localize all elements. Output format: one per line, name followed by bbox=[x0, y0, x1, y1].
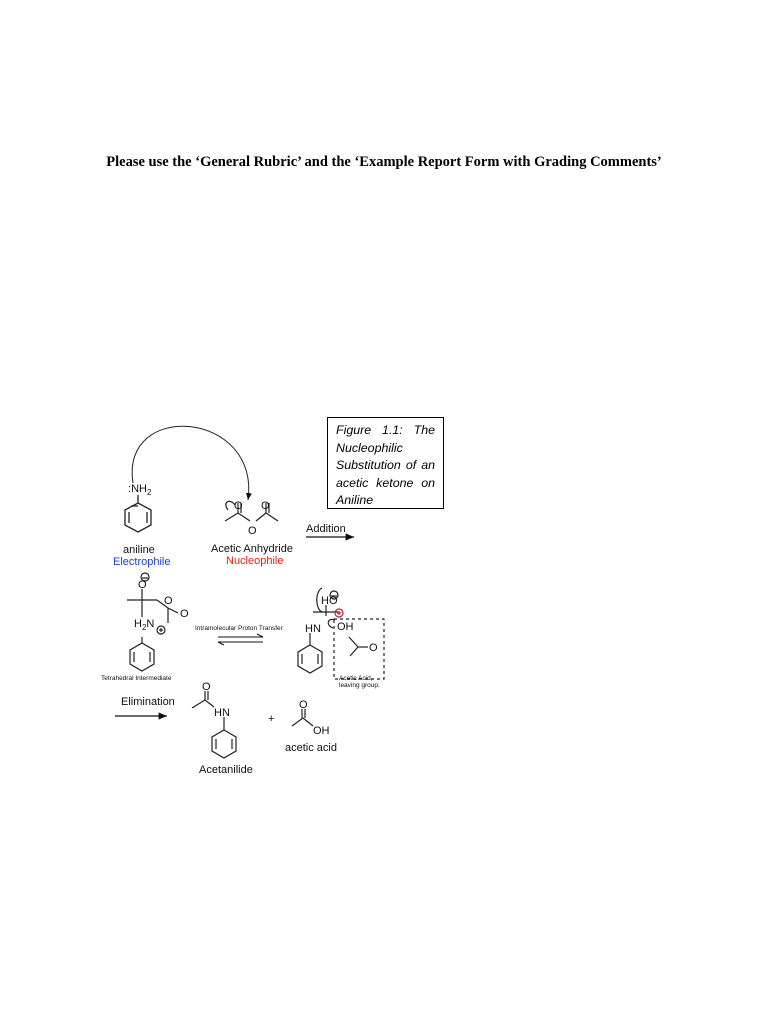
int-o-3: O bbox=[180, 608, 189, 620]
acetanilide-label: Acetanilide bbox=[199, 764, 253, 776]
acetic-acid-molecule bbox=[292, 709, 313, 726]
leaving-group-label-1: Acetic Acid, bbox=[339, 675, 373, 682]
hn-label-1: HN bbox=[305, 623, 321, 635]
elimination-label: Elimination bbox=[121, 696, 175, 708]
h2n-label: $H_2N$ bbox=[134, 618, 155, 632]
hn-label-2: HN bbox=[214, 707, 230, 719]
intermediate-label: Tetrahedral Intermediate bbox=[101, 675, 172, 682]
leaving-group-label-2: leaving group. bbox=[339, 682, 380, 689]
aniline-molecule bbox=[125, 495, 151, 532]
int-o-1: O bbox=[138, 579, 147, 591]
oh-label-1: OH bbox=[337, 621, 354, 633]
anhydride-label: Acetic Anhydride bbox=[211, 543, 293, 555]
page-heading: Please use the ‘General Rubric’ and the ‘Example Report Form with Grading Comments’ bbox=[106, 154, 662, 170]
nh2-label: $:NH_2$ bbox=[128, 483, 152, 497]
leaving-o: O bbox=[369, 642, 378, 654]
electrophile-label: Electrophile bbox=[113, 556, 171, 568]
acetanilide-o: O bbox=[202, 681, 211, 693]
ho-label: HO bbox=[321, 595, 338, 607]
acetic-anhydride-molecule bbox=[225, 501, 278, 521]
proton-transfer-label: Intramolecular Proton Transfer bbox=[195, 625, 283, 632]
plus-sign: + bbox=[268, 713, 275, 725]
carbonyl-o-1: O bbox=[234, 500, 243, 512]
nucleophile-label: Nucleophile bbox=[226, 555, 284, 567]
bridge-o: O bbox=[248, 525, 257, 537]
int-o-2: O bbox=[164, 595, 173, 607]
acetic-acid-o: O bbox=[299, 699, 308, 711]
equilibrium-arrows bbox=[218, 634, 263, 645]
figure-caption: Figure 1.1: The Nucleophilic Substitution of an acetic ketone on Aniline bbox=[327, 417, 444, 509]
addition-label: Addition bbox=[306, 523, 346, 535]
acetic-acid-label: acetic acid bbox=[285, 742, 337, 754]
acetanilide-molecule bbox=[192, 691, 236, 758]
oh-label-2: OH bbox=[313, 725, 330, 737]
aniline-label: aniline bbox=[123, 544, 155, 556]
carbonyl-o-2: O bbox=[261, 500, 270, 512]
